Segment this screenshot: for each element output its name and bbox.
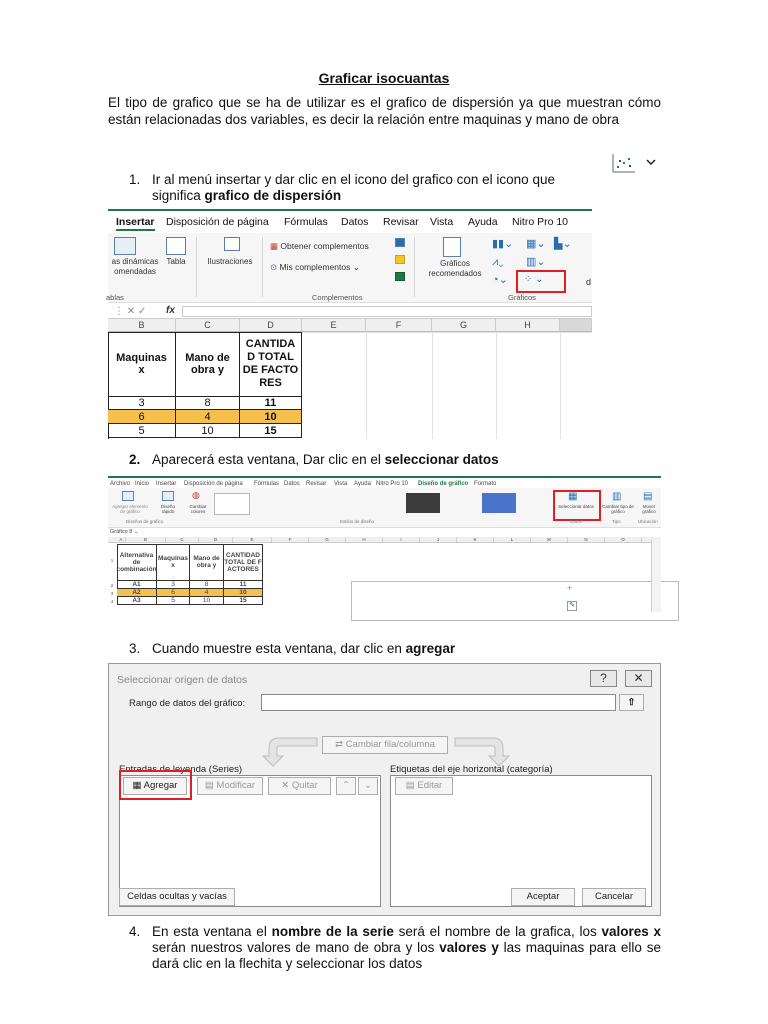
- tab-disposicion[interactable]: Disposición de página: [166, 216, 269, 228]
- column-chart-icon[interactable]: ▮▮⌄: [492, 238, 514, 250]
- group-label: Datos: [570, 519, 582, 524]
- insert-ribbon: [108, 233, 592, 303]
- row-number[interactable]: 4: [110, 599, 114, 604]
- header-cell[interactable]: Maquinas x: [108, 332, 176, 397]
- row-number[interactable]: 3: [110, 591, 114, 596]
- change-colors-label[interactable]: Cambiar colores: [189, 504, 207, 514]
- edit-icon: ▤: [405, 780, 418, 791]
- tab[interactable]: Nitro Pro 10: [376, 481, 409, 487]
- header-cell[interactable]: Mano de obra y: [176, 332, 240, 397]
- visio-icon[interactable]: [395, 238, 405, 247]
- col-header[interactable]: D: [199, 537, 233, 543]
- chart-style-thumb[interactable]: [214, 493, 250, 515]
- add-element-icon[interactable]: [122, 491, 134, 501]
- ribbon-tabs: [108, 211, 592, 231]
- remove-icon: ✕: [281, 780, 292, 791]
- tab-chart-design[interactable]: Diseño de gráfico: [418, 481, 469, 487]
- tab[interactable]: Disposición de página: [184, 481, 243, 487]
- step-text: Aparecerá esta ventana, Dar clic en el seleccionar datos: [152, 452, 499, 467]
- chart-style-thumb[interactable]: [482, 493, 516, 513]
- col-header[interactable]: B: [126, 537, 166, 543]
- hidden-empty-cells-button[interactable]: Celdas ocultas y vacías: [119, 888, 235, 906]
- chart-frame[interactable]: [351, 581, 679, 621]
- highlight-box: [119, 770, 192, 800]
- quick-layout-icon[interactable]: [162, 491, 174, 501]
- ok-button[interactable]: Aceptar: [511, 888, 575, 906]
- axis-labels-label: Etiquetas del eje horizontal (categoría): [390, 764, 553, 775]
- col-header[interactable]: L: [494, 537, 531, 543]
- tab[interactable]: Revisar: [306, 481, 327, 487]
- col-header[interactable]: E: [302, 319, 366, 332]
- table-cell[interactable]: 15: [240, 424, 302, 438]
- tab-insertar[interactable]: Insertar: [116, 216, 155, 231]
- tab[interactable]: Inicio: [135, 481, 150, 487]
- divider: [196, 237, 197, 297]
- quick-layout-label[interactable]: Diseño rápido: [160, 504, 175, 514]
- tab[interactable]: Vista: [334, 481, 348, 487]
- tab[interactable]: Ayuda: [354, 481, 371, 487]
- table-cell[interactable]: 11: [224, 581, 263, 589]
- table-cell[interactable]: A1: [117, 581, 157, 589]
- divider: [414, 237, 415, 297]
- step-number: 4.: [129, 924, 141, 939]
- line-chart-icon[interactable]: ⩘⌄: [492, 256, 504, 268]
- table-label: Tabla: [166, 257, 186, 266]
- tab-formulas[interactable]: Fórmulas: [284, 216, 328, 228]
- tab[interactable]: Fórmulas: [254, 481, 280, 487]
- table-cell[interactable]: 4: [190, 589, 224, 597]
- table-cell[interactable]: 6: [108, 410, 176, 424]
- tab-datos[interactable]: Datos: [341, 216, 369, 228]
- group-label-charts: Gráficos: [508, 293, 536, 302]
- col-header[interactable]: H: [346, 537, 383, 543]
- move-down-icon[interactable]: ⌄: [358, 777, 378, 795]
- table-cell[interactable]: 6: [157, 589, 190, 597]
- table-cell[interactable]: 5: [157, 597, 190, 605]
- col-header[interactable]: G: [309, 537, 346, 543]
- step-text: Ir al menú insertar y dar clic en el icono del grafico con el icono que significa grafico de dispersión: [152, 172, 555, 203]
- intro-paragraph: El tipo de grafico que se ha de utilizar es el grafico de dispersión ya que muestran cómo están relacionadas dos variables, es decir la relación entre maquinas y mano de obra: [108, 95, 661, 127]
- recommended-charts-label[interactable]: Gráficos recomendados: [428, 259, 482, 278]
- illustrations-label[interactable]: Ilustraciones: [207, 257, 253, 266]
- col-header[interactable]: K: [457, 537, 494, 543]
- bing-icon[interactable]: [395, 255, 405, 264]
- tab[interactable]: Archivo: [110, 481, 131, 487]
- chart-elements-plus-icon[interactable]: +: [567, 583, 573, 593]
- move-up-icon[interactable]: ⌃: [336, 777, 356, 795]
- change-chart-type-label[interactable]: Cambiar tipo de gráfico: [602, 504, 634, 514]
- highlight-box: [553, 490, 601, 521]
- scatter-chart-icon: [609, 152, 659, 176]
- row-number[interactable]: 2: [110, 583, 114, 588]
- row-number[interactable]: 1: [110, 558, 114, 563]
- edit-series-button[interactable]: ▤ Modificar: [197, 777, 263, 795]
- fx-label: fx: [166, 305, 175, 316]
- header-cell[interactable]: CANTIDAD TOTAL DE FACTORES: [240, 332, 302, 397]
- col-header[interactable]: J: [420, 537, 457, 543]
- table-cell[interactable]: 10: [176, 424, 240, 438]
- excel-insert-screenshot: [108, 209, 592, 437]
- cancel-button[interactable]: Cancelar: [582, 888, 646, 906]
- pivottable-icon[interactable]: [114, 237, 136, 255]
- col-header[interactable]: F: [366, 319, 432, 332]
- select-data-source-dialog: [108, 663, 661, 916]
- col-header[interactable]: H: [496, 319, 560, 332]
- col-header[interactable]: I: [383, 537, 420, 543]
- switch-icon: ⇄: [335, 739, 346, 750]
- addins-icon: ⊙: [270, 262, 280, 272]
- add-series-button[interactable]: ▦ Agregar: [123, 777, 187, 795]
- step-number: 2.: [129, 452, 141, 467]
- people-icon[interactable]: [395, 272, 405, 281]
- group-label: Ubicación: [638, 519, 658, 524]
- step-text: Cuando muestre esta ventana, dar clic en agregar: [152, 641, 456, 656]
- add-element-label[interactable]: Agregar elemento de gráfico: [112, 504, 148, 514]
- step-number: 1.: [129, 172, 141, 187]
- chart-style-brush-icon[interactable]: ✎: [567, 601, 577, 611]
- col-header[interactable]: C: [166, 537, 199, 543]
- col-header[interactable]: F: [272, 537, 309, 543]
- edit-category-button[interactable]: ▤ Editar: [395, 777, 453, 795]
- table-cell[interactable]: 3: [108, 397, 176, 410]
- table-cell[interactable]: 10: [224, 589, 263, 597]
- header-cell[interactable]: Mano de obra y: [190, 544, 224, 581]
- divider: [262, 237, 263, 297]
- my-addins-button[interactable]: ⊙ Mis complementos ⌄: [270, 262, 360, 272]
- step-text: En esta ventana el nombre de la serie será el nombre de la grafica, los valores x serán nuestros valores de mano de obra y los valores y las maquinas para ello se dará clic en la flechita y seleccionar los datos: [152, 924, 662, 971]
- stat-chart-icon[interactable]: ▥⌄: [526, 256, 546, 268]
- dialog-title: Seleccionar origen de datos: [117, 674, 248, 686]
- col-header[interactable]: B: [108, 319, 176, 332]
- formula-controls-icon: ⋮ ✕ ✓: [114, 306, 147, 317]
- chart-design-ribbon: [108, 488, 661, 528]
- col-header[interactable]: D: [240, 319, 302, 332]
- scatter-chart-button[interactable]: ⁘ ⌄: [524, 274, 544, 285]
- table-cell[interactable]: 11: [240, 397, 302, 410]
- move-chart-label[interactable]: Mover gráfico: [642, 504, 656, 514]
- col-header[interactable]: M: [531, 537, 568, 543]
- table-cell[interactable]: 8: [190, 581, 224, 589]
- table-cell[interactable]: 15: [224, 597, 263, 605]
- chart-style-thumb[interactable]: [406, 493, 440, 513]
- close-button[interactable]: ✕: [625, 670, 652, 687]
- tab-ayuda[interactable]: Ayuda: [468, 216, 498, 228]
- switch-right-arrow-icon: [453, 732, 513, 768]
- palette-icon[interactable]: ◍: [192, 490, 200, 500]
- switch-left-arrow-icon: [259, 732, 319, 768]
- ribbon-letter: d: [586, 277, 592, 287]
- table-cell[interactable]: A3: [117, 597, 157, 605]
- header-cell[interactable]: Maquinas x: [157, 544, 190, 581]
- step-number: 3.: [129, 641, 141, 656]
- switch-row-column-button[interactable]: ⇄ Cambiar fila/columna: [322, 736, 448, 754]
- formula-input[interactable]: [182, 306, 592, 317]
- table-cell[interactable]: 10: [190, 597, 224, 605]
- change-chart-type-icon[interactable]: ▥: [612, 491, 622, 502]
- get-addins-button[interactable]: ▦ Obtener complementos: [270, 241, 369, 251]
- table-icon[interactable]: [166, 237, 186, 255]
- table-cell[interactable]: 4: [176, 410, 240, 424]
- pie-chart-icon[interactable]: ◔⌄: [492, 274, 508, 286]
- range-label: Rango de datos del gráfico:: [129, 698, 246, 709]
- tab[interactable]: Datos: [284, 481, 300, 487]
- illustrations-icon[interactable]: [224, 237, 240, 251]
- col-header[interactable]: C: [176, 319, 240, 332]
- col-header[interactable]: O: [605, 537, 642, 543]
- ribbon-tabs: [108, 478, 661, 488]
- document-title: Graficar isocuantas: [318, 70, 450, 86]
- group-label-addins: Complementos: [312, 293, 363, 302]
- header-cell[interactable]: CANTIDAD TOTAL DE FACTORES: [224, 544, 263, 581]
- col-header[interactable]: A: [117, 537, 126, 543]
- range-input[interactable]: [261, 694, 616, 711]
- help-button[interactable]: ?: [590, 670, 617, 687]
- tab[interactable]: Insertar: [156, 481, 177, 487]
- move-chart-icon[interactable]: ▤: [643, 491, 653, 502]
- formula-bar: [108, 305, 592, 319]
- tab-vista[interactable]: Vista: [430, 216, 454, 228]
- add-icon: ▦: [132, 780, 144, 791]
- tab[interactable]: Formato: [474, 481, 497, 487]
- highlight-box: [516, 270, 566, 293]
- select-data-label[interactable]: Seleccionar datos: [558, 504, 594, 509]
- name-box[interactable]: Gráfico 8 ⌄: [110, 529, 139, 535]
- group-label: Estilos de diseño: [340, 519, 375, 524]
- group-label-tables: ablas: [106, 293, 124, 302]
- recommended-charts-icon[interactable]: [443, 237, 461, 257]
- tab-nitro[interactable]: Nitro Pro 10: [512, 216, 569, 228]
- legend-entries-label: Entradas de leyenda (Series): [119, 764, 243, 775]
- collapse-dialog-icon[interactable]: ⇧: [619, 694, 644, 711]
- col-header-extra: [560, 319, 592, 332]
- group-label: Tipo: [612, 519, 621, 524]
- table-cell[interactable]: 3: [157, 581, 190, 589]
- vertical-scrollbar[interactable]: [651, 540, 661, 612]
- hierarchy-chart-icon[interactable]: ▦⌄: [526, 238, 546, 250]
- header-cell[interactable]: Alternativa de combinación: [117, 544, 157, 581]
- store-icon: ▦: [270, 241, 281, 251]
- edit-icon: ▤: [204, 780, 217, 791]
- col-header[interactable]: E: [233, 537, 272, 543]
- pivot-label: as dinámicas omendadas: [111, 257, 159, 276]
- remove-series-button[interactable]: ✕ Quitar: [268, 777, 331, 795]
- select-data-icon[interactable]: ▦: [568, 491, 578, 502]
- col-header[interactable]: N: [568, 537, 605, 543]
- tab-revisar[interactable]: Revisar: [383, 216, 419, 228]
- table-cell[interactable]: 5: [108, 424, 176, 438]
- col-header[interactable]: G: [432, 319, 496, 332]
- table-cell[interactable]: 8: [176, 397, 240, 410]
- excel-chart-design-screenshot: [108, 476, 661, 610]
- waterfall-chart-icon[interactable]: ▙⌄: [554, 238, 572, 250]
- table-cell[interactable]: A2: [117, 589, 157, 597]
- table-cell[interactable]: 10: [240, 410, 302, 424]
- group-label: Diseños de gráfico: [126, 519, 164, 524]
